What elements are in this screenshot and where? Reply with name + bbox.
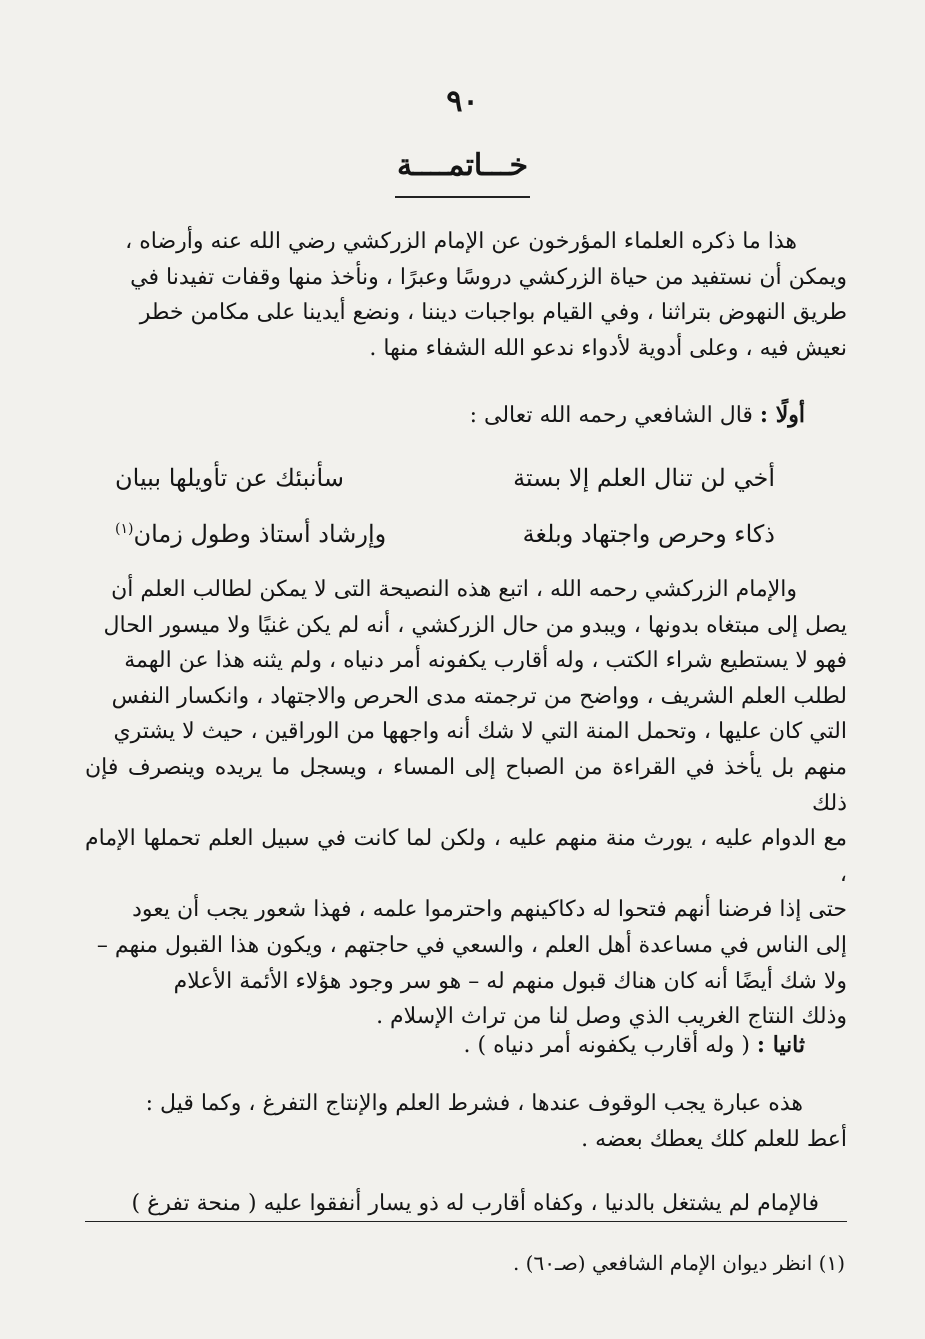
text-line: هذه عبارة يجب الوقوف عندها ، فشرط العلم والإنتاج التفرغ ، وكما قيل : <box>145 1091 803 1116</box>
first-point-text: قال الشافعي رحمه الله تعالى : <box>469 403 753 428</box>
page-number: ٩٠ <box>446 84 479 119</box>
text-line: مع الدوام عليه ، يورث منة منهم عليه ، ولكن لما كانت في سبيل العلم تحملها الإمام ، <box>85 826 847 887</box>
second-point-text: ( وله أقارب يكفونه أمر دنياه ) . <box>463 1033 750 1058</box>
intro-paragraph <box>85 224 847 366</box>
text-line: فالإمام لم يشتغل بالدنيا ، وكفاه أقارب له ذو يسار أنفقوا عليه ( منحة تفرغ ) <box>131 1191 819 1216</box>
third-paragraph <box>85 1086 847 1158</box>
text-line: حتى إذا فرضنا أنهم فتحوا له دكاكينهم واحترموا علمه ، فهذا شعور يجب أن يعود <box>132 897 847 923</box>
text-line: يصل إلى مبتغاه بدونها ، ويبدو من حال الزركشي ، أنه لم يكن غنيًا ولا ميسور الحال <box>103 612 847 638</box>
main-paragraph <box>85 572 847 1035</box>
text-line: التي كان عليها ، وتحمل المنة التي لا شك أنه واجهها من الوراقين ، حيث لا يشتري <box>113 719 847 745</box>
text-line: فهو لا يستطيع شراء الكتب ، وله أقارب يكفونه أمر دنياه ، ولم يثنه هذا عن الهمة <box>124 648 847 674</box>
first-hemistich: أخي لن تنال العلم إلا بستة <box>513 464 775 492</box>
text-line: ويمكن أن نستفيد من حياة الزركشي دروسًا وعبرًا ، ونأخذ منها وقفات تفيدنا في <box>130 264 847 290</box>
first-point <box>470 398 805 433</box>
footnote: (١) انظر ديوان الإمام الشافعي (صـ٦٠) . <box>512 1251 845 1275</box>
text-line: لطلب العلم الشريف ، وواضح من ترجمته مدى الحرص والاجتهاد ، وانكسار النفس <box>111 683 847 709</box>
poem-verse <box>115 458 775 498</box>
title-underline <box>395 196 530 198</box>
second-point-label: ثانيا : <box>756 1032 805 1058</box>
text-line: أعط للعلم كلك يعطك بعضه . <box>581 1127 847 1152</box>
text-line: ولا شك أيضًا أنه كان هناك قبول منهم له – هو سر وجود هؤلاء الأئمة الأعلام <box>173 968 847 994</box>
text-line: إلى الناس في مساعدة أهل العلم ، والسعي في حاجتهم ، ويكون هذا القبول منهم – <box>96 932 847 958</box>
first-point-label: أولًا : <box>759 402 805 428</box>
footnote-marker[interactable]: (١) <box>115 521 134 537</box>
text-line: وذلك النتاج الغريب الذي وصل لنا من تراث الإسلام . <box>376 1004 847 1030</box>
second-hemistich-with-footnote <box>115 514 386 554</box>
second-point <box>464 1028 806 1063</box>
second-hemistich: سأنبئك عن تأويلها ببيان <box>115 464 344 492</box>
text-line: طريق النهوض بتراثنا ، وفي القيام بواجبات ديننا ، ونضع أيدينا على مكامن خطر <box>139 300 847 325</box>
text-line: منهم بل يأخذ في القراءة من الصباح إلى المساء ، ويسجل ما يريده وينصرف فإن ذلك <box>85 754 847 816</box>
chapter-title: خـــاتمــــة <box>397 148 528 183</box>
second-hemistich: وإرشاد أستاذ وطول زمان <box>133 520 387 548</box>
footnote-divider <box>85 1221 847 1222</box>
text-line: نعيش فيه ، وعلى أدوية لأدواء ندعو الله الشفاء منها . <box>369 335 847 361</box>
first-hemistich: ذكاء وحرص واجتهاد وبلغة <box>522 520 775 548</box>
fourth-paragraph <box>85 1186 847 1222</box>
text-line: هذا ما ذكره العلماء المؤرخون عن الإمام الزركشي رضي الله عنه وأرضاه ، <box>125 229 797 254</box>
text-line: والإمام الزركشي رحمه الله ، اتبع هذه النصيحة التى لا يمكن لطالب العلم أن <box>111 577 797 602</box>
poem-verse <box>115 514 775 554</box>
